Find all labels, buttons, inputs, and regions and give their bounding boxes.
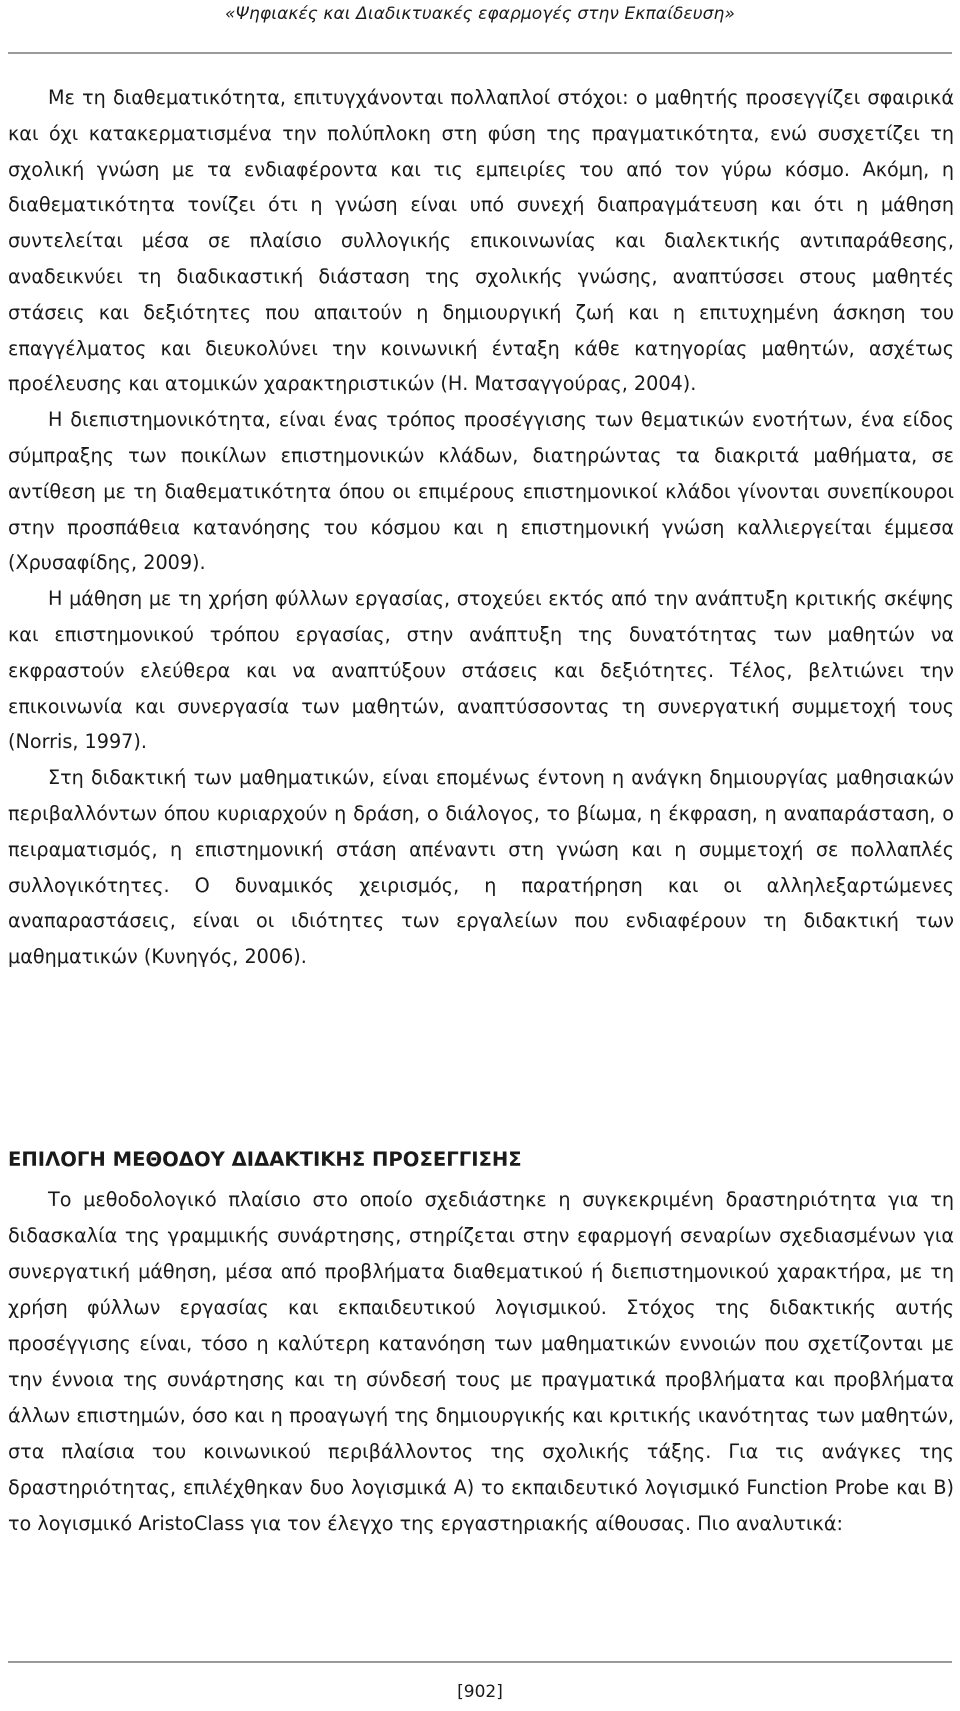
running-header: «Ψηφιακές και Διαδικτυακές εφαρμογές στην Εκπαίδευση» bbox=[224, 4, 736, 24]
footer-rule bbox=[8, 1661, 952, 1663]
section-heading: ΕΠΙΛΟΓΗ ΜΕΘΟΔΟΥ ΔΙΔΑΚΤΙΚΗΣ ΠΡΟΣΕΓΓΙΣΗΣ bbox=[8, 1148, 522, 1171]
header-rule bbox=[8, 52, 952, 54]
section-body bbox=[8, 1182, 954, 1542]
page-number: [902] bbox=[457, 1682, 503, 1702]
paragraph-math-didactics: Στη διδακτική των μαθηματικών, είναι επομένως έντονη η ανάγκη δημιουργίας μαθησιακών περιβαλλόντων όπου κυριαρχούν η δράση, ο διάλογος, το βίωμα, η έκφραση, η αναπαράσταση, ο πειραματισμός, η επιστημονική στάση απέναντι στη γνώση και η συμμετοχή σε πολλαπλές συλλογικότητες. Ο δυναμικός χειρισμός, η παρατήρηση και οι αλληλεξαρτώμενες αναπαραστάσεις, είναι οι ιδιότητες των εργαλείων που ενδιαφέρουν τη διδακτική των μαθηματικών (Κυνηγός, 2006). bbox=[8, 766, 954, 969]
body-text bbox=[8, 80, 954, 975]
paragraph-worksheets: Η μάθηση με τη χρήση φύλλων εργασίας, στοχεύει εκτός από την ανάπτυξη κριτικής σκέψης και επιστημονικού τρόπου εργασίας, στην ανάπτυξη της δυνατότητας των μαθητών να εκφραστούν ελεύθερα και να αναπτύξουν στάσεις και δεξιότητες. Τέλος, βελτιώνει την επικοινωνία και συνεργασία των μαθητών, αναπτύσσοντας τη συνεργατική συμμετοχή τους (Norris, 1997). bbox=[8, 587, 954, 754]
paragraph-interdisciplinary: Η διεπιστημονικότητα, είναι ένας τρόπος προσέγγισης των θεματικών ενοτήτων, ένα είδος σύμπραξης των ποικίλων επιστημονικών κλάδων, διατηρώντας τα διακριτά μαθήματα, σε αντίθεση με τη διαθεματικότητα όπου οι επιμέρους επιστημονικοί κλάδοι γίνονται συνεπίκουροι στην προσπάθεια κατανόησης του κόσμου και η επιστημονική γνώση καλλιεργείται έμμεσα (Χρυσαφίδης, 2009). bbox=[8, 408, 954, 575]
paragraph-cross-thematic: Με τη διαθεματικότητα, επιτυγχάνονται πολλαπλοί στόχοι: ο μαθητής προσεγγίζει σφαιρικά και όχι κατακερματισμένα την πολύπλοκη στη φύση της πραγματικότητα, ενώ συσχετίζει τη σχολική γνώση με τα ενδιαφέροντα και τις εμπειρίες του από τον γύρω κόσμο. Ακόμη, η διαθεματικότητα τονίζει ότι η γνώση είναι υπό συνεχή διαπραγμάτευση και ότι η μάθηση συντελείται μέσα σε πλαίσιο συλλογικής επικοινωνίας και διαλεκτικής αντιπαράθεσης, αναδεικνύει τη διαδικαστική διάσταση της σχολικής γνώσης, αναπτύσσει στους μαθητές στάσεις και δεξιότητες που απαιτούν η δημιουργική ζωή και η επιτυχημένη άσκηση του επαγγέλματος και διευκολύνει την κοινωνική ένταξη κάθε κατηγορίας μαθητών, ασχέτως προέλευσης και ατομικών χαρακτηριστικών (Η. Ματσαγγούρας, 2004). bbox=[8, 86, 954, 396]
paragraph-methodology: Το μεθοδολογικό πλαίσιο στο οποίο σχεδιάστηκε η συγκεκριμένη δραστηριότητα για τη διδασκαλία της γραμμικής συνάρτησης, στηρίζεται στην εφαρμογή σεναρίων σχεδιασμένων για συνεργατική μάθηση, μέσα από προβλήματα διαθεματικού ή διεπιστημονικού χαρακτήρα, με τη χρήση φύλλων εργασίας και εκπαιδευτικού λογισμικού. Στόχος της διδακτικής αυτής προσέγγισης είναι, τόσο η καλύτερη κατανόηση των μαθηματικών εννοιών που σχετίζονται με την έννοια της συνάρτησης και τη σύνδεσή τους με πραγματικά προβλήματα και προβλήματα άλλων επιστημών, όσο και η προαγωγή της δημιουργικής και κριτικής ικανότητας των μαθητών, στα πλαίσια του κοινωνικού περιβάλλοντος της σχολικής τάξης. Για τις ανάγκες της δραστηριότητας, επιλέχθηκαν δυο λογισμικά Α) το εκπαιδευτικό λογισμικό Function Probe και Β) το λογισμικό AristoClass για τον έλεγχο της εργαστηριακής αίθουσας. Πιο αναλυτικά: bbox=[8, 1188, 954, 1535]
